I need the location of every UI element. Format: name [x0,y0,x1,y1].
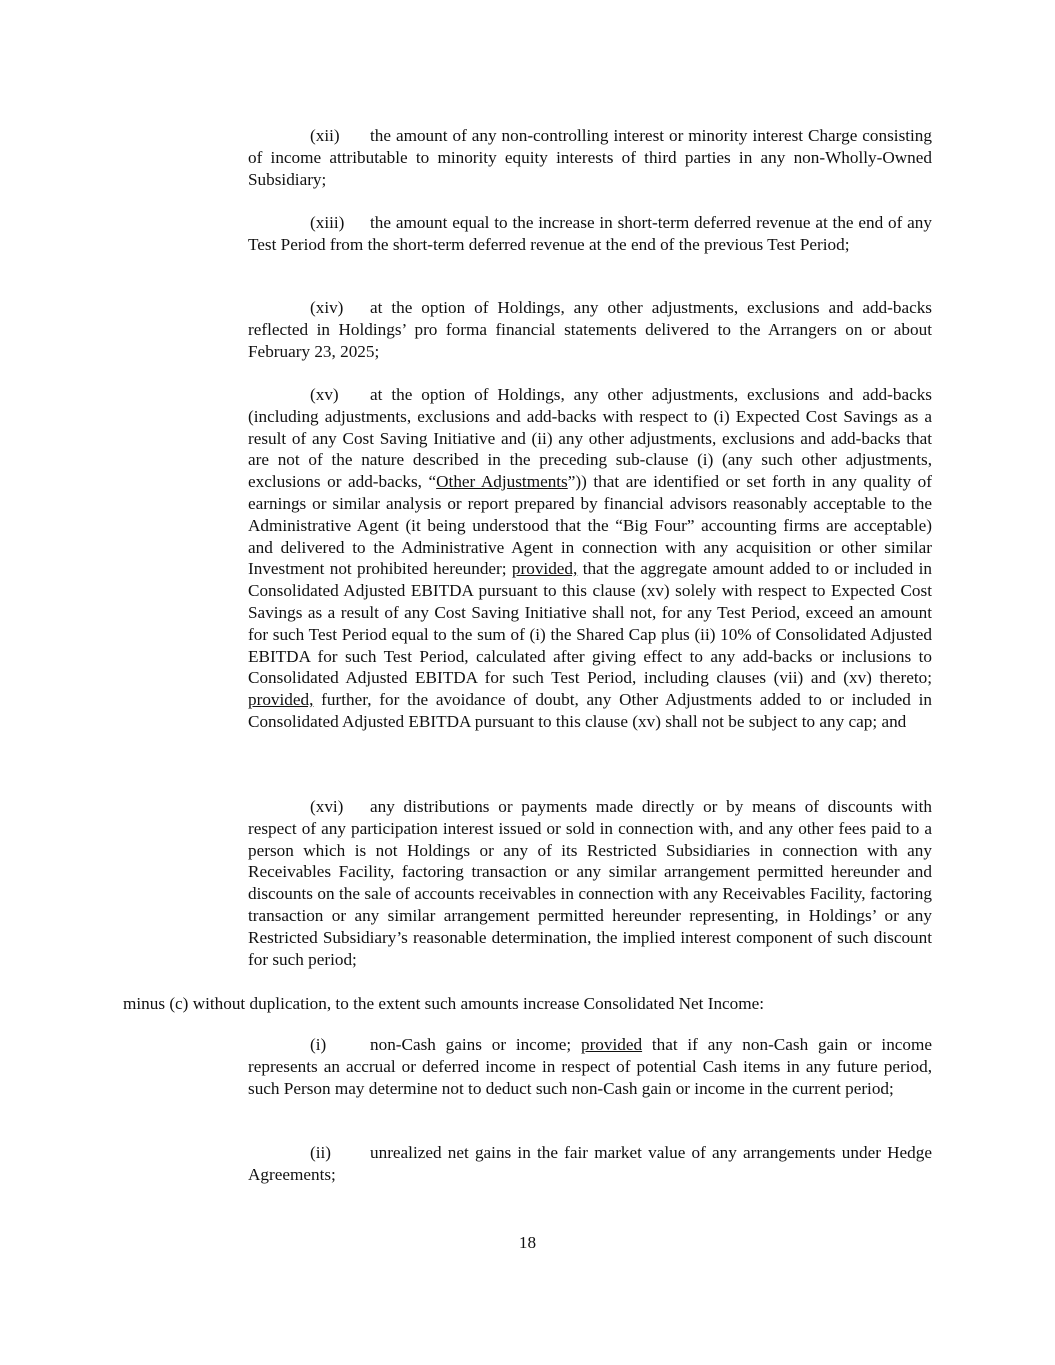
clause-text-part: ”)) that are identified or set forth in any quality of earnings or similar analysis or report prepared by financial advisors reasonably acceptable to the Administrative Agent (it being understood that the “Big Four” accounting firms are acceptable) and delivered to the Administrative Agent in connection with any acquisition or other similar Investment not prohibited hereunder; [248,472,932,579]
clause-number: (xii) [310,126,340,145]
proviso-term: provided, [248,690,314,710]
clause-xv [248,384,932,733]
proviso-term: provided, [511,559,578,579]
clause-number: (i) [310,1035,327,1054]
clause-text: the amount equal to the increase in short-term deferred revenue at the end of any Test Period from the short-term deferred revenue at the end of the previous Test Period; [248,213,932,254]
clause-text-part: that the aggregate amount added to or included in Consolidated Adjusted EBITDA pursuant to this clause (xv) solely with respect to Expected Cost Savings as a result of any Cost Saving Initiative shall not, for any Test Period, exceed an amount for such Test Period equal to the sum of (i) the Shared Cap plus (ii) 10% of Consolidated Adjusted EBITDA for such Test Period, calculated after giving effect to any add-backs or inclusions to Consolidated Adjusted EBITDA for such Test Period, including clauses (vii) and (xv) thereto; [248,559,932,688]
clause-number: (xiv) [310,298,344,317]
clause-number: (xv) [310,385,339,404]
clause-text: any distributions or payments made directly or by means of discounts with respect of any participation interest issued or sold in connection with, and any other fees paid to a person which is not Holdings or any of its Restricted Subsidiaries in connection with any Receivables Facility, factoring transaction or any similar arrangement permitted hereunder and discounts on the sale of accounts receivables in connection with any Receivables Facility, factoring transaction or any similar arrangement permitted hereunder representing, in Holdings’ or any Restricted Subsidiary’s reasonable determination, the implied interest component of such discount for such period; [248,797,932,969]
clause-xii [248,125,932,190]
clause-text-part: at the option of Holdings, any other adjustments, exclusions and add-backs (including adjustments, exclusions and add-backs with respect to (i) Expected Cost Savings as a result of any Cost Saving Initiative and (ii) any other adjustments, exclusions and add-backs that are not of the nature described in the preceding sub-clause (i) (any such other adjustments, exclusions or add-backs, “ [248,385,932,492]
clause-number: (xvi) [310,797,344,816]
clause-text-part: that if any non-Cash gain or income represents an accrual or deferred income in respect of potential Cash items in any future period, such Person may determine not to deduct such non-Cash gain or income in the current period; [248,1035,933,1098]
clause-xiv [248,297,932,362]
proviso-term: provided [580,1035,643,1054]
clause-text-part: further, for the avoidance of doubt, any Other Adjustments added to or included in Consolidated Adjusted EBITDA pursuant to this clause (xv) shall not be subject to any cap; and [248,690,932,731]
defined-term-other-adjustments: Other Adjustments [436,472,568,492]
clause-xvi [248,796,932,970]
clause-text: unrealized net gains in the fair market value of any arrangements under Hedge Agreements; [248,1143,932,1184]
clause-xiii [248,212,932,256]
subclause-i [248,1034,932,1099]
clause-text: the amount of any non-controlling interest or minority interest Charge consisting of income attributable to minority equity interests of third parties in any non-Wholly-Owned Subsidiary; [248,126,932,189]
minus-c-lead: minus (c) without duplication, to the extent such amounts increase Consolidated Net Income: [123,994,765,1013]
clause-number: (ii) [310,1143,331,1162]
clause-text: at the option of Holdings, any other adjustments, exclusions and add-backs reflected in Holdings’ pro forma financial statements delivered to the Arrangers on or about February 23, 2025; [248,298,932,361]
clause-text-part: non-Cash gains or income; [370,1035,581,1054]
page-number: 18 [518,1233,537,1252]
subclause-ii [248,1142,932,1186]
clause-number: (xiii) [310,213,345,232]
